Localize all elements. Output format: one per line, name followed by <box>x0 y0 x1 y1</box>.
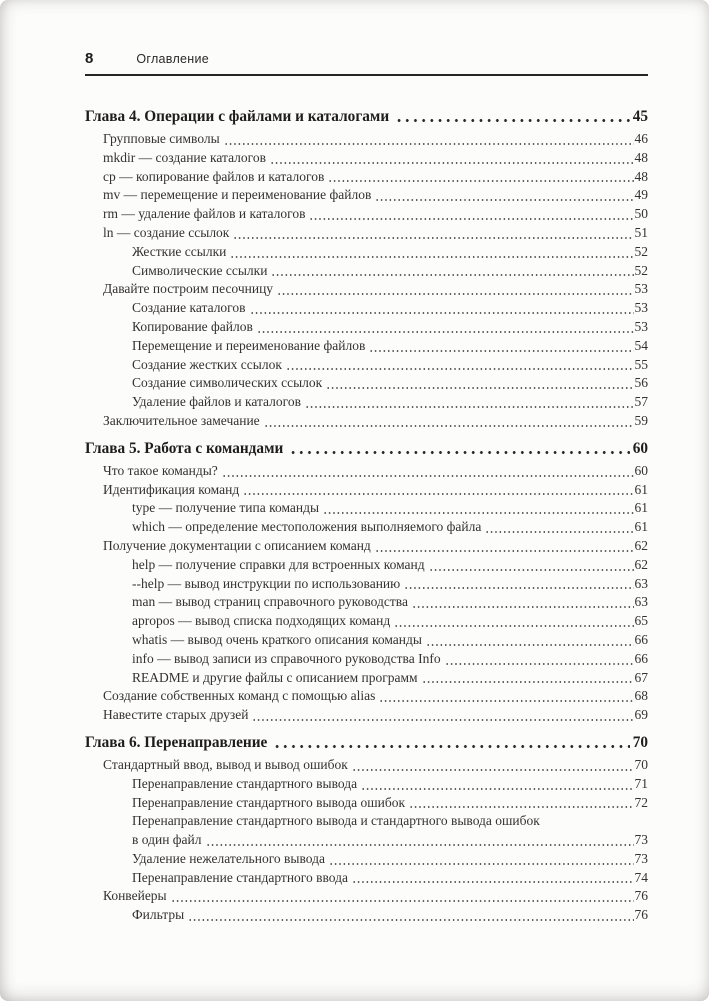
toc-entry-title: Создание символических ссылок <box>132 375 323 391</box>
dot-leader <box>271 273 633 277</box>
dot-leader <box>412 605 634 609</box>
toc-entry-page: 63 <box>634 575 648 591</box>
dot-leader <box>352 768 634 772</box>
dot-leader <box>328 179 633 183</box>
toc-chapter-row <box>85 107 648 127</box>
dot-leader <box>352 880 633 884</box>
toc-entry-page: 62 <box>634 556 648 572</box>
toc-entry-row <box>85 243 648 262</box>
dot-leader <box>233 236 633 240</box>
toc-entry-row <box>85 224 648 243</box>
toc-entry-title: mkdir — создание каталогов <box>103 149 266 165</box>
toc-entry-title: Что такое команды? <box>103 462 218 478</box>
toc-entry-page: 60 <box>634 462 648 478</box>
toc-entry-row <box>85 205 648 224</box>
toc-chapter-title: Глава 6. Перенаправление <box>85 733 268 751</box>
dot-leader <box>250 311 634 315</box>
toc-chapter-page: 70 <box>632 733 648 751</box>
dot-leader <box>230 255 633 259</box>
toc-entry-page: 52 <box>634 243 648 259</box>
toc-entry-page: 57 <box>634 394 648 410</box>
toc-entry-title: Заключительное замечание <box>103 412 260 428</box>
dot-leader <box>289 450 629 455</box>
dot-leader <box>243 492 633 496</box>
toc-entry-page: 51 <box>634 224 648 240</box>
toc-entry-page: 73 <box>634 850 648 866</box>
toc-entry-line1 <box>132 812 648 831</box>
dot-leader <box>264 424 634 428</box>
toc-entry-row <box>85 906 648 925</box>
toc-chapter-title: Глава 4. Операции с файлами и каталогами <box>85 108 390 125</box>
toc-chapter-row <box>85 733 648 753</box>
toc-entry-page: 48 <box>634 168 648 184</box>
toc-entry-page: 71 <box>634 775 648 791</box>
toc-entry-row <box>85 412 648 431</box>
toc-entry-title: Перенаправление стандартного вывода ошибок <box>132 794 406 810</box>
toc-entry-row <box>85 149 648 168</box>
toc-entry-page: 52 <box>634 262 648 278</box>
toc-entry-title: Перенаправление стандартного вывода <box>132 775 358 791</box>
toc-entry-row <box>85 374 648 393</box>
toc-entry-row <box>85 337 648 356</box>
toc-entry-row <box>85 756 648 775</box>
toc-chapter-page: 60 <box>632 439 648 457</box>
toc-entry-row <box>85 462 648 481</box>
toc-entry-title: Перемещение и переименование файлов <box>132 337 366 353</box>
toc-entry-title: Стандартный ввод, вывод и вывод ошибок <box>103 756 348 772</box>
toc-entry-page: 61 <box>634 481 648 497</box>
dot-leader <box>326 386 633 390</box>
toc-entry-page: 46 <box>634 131 648 146</box>
toc-entry-row <box>85 650 648 669</box>
toc-entry-row <box>85 631 648 650</box>
dot-leader <box>270 161 634 165</box>
dot-leader <box>171 899 634 903</box>
toc-entry-title: Перенаправление стандартного вывода и стандартного вывода ошибок <box>132 813 540 829</box>
toc-entry-page: 62 <box>634 537 648 553</box>
dot-leader <box>309 217 633 221</box>
toc-entry-page: 53 <box>634 281 648 297</box>
toc-entry-title: Навестите старых друзей <box>103 707 249 723</box>
toc-entry-page: 63 <box>634 594 648 610</box>
dot-leader <box>188 918 633 922</box>
toc-entry-row <box>85 687 648 706</box>
dot-leader <box>323 511 633 515</box>
toc-entry-row <box>85 318 648 337</box>
toc-entry-row <box>85 556 648 575</box>
toc-entry-row <box>85 168 648 187</box>
toc-entry-title: Давайте построим песочницу <box>103 281 274 297</box>
toc-entry-title-continued: в один файл <box>132 832 202 848</box>
toc-entry-row <box>85 499 648 518</box>
toc-entry-title: rm — удаление файлов и каталогов <box>103 206 306 222</box>
toc-entry-row <box>85 280 648 299</box>
toc-entry-page: 66 <box>634 650 648 666</box>
toc-entry-row <box>85 706 648 725</box>
toc-entry-page: 68 <box>634 688 648 704</box>
toc-entry-row <box>85 850 648 869</box>
dot-leader <box>422 680 634 684</box>
dot-leader <box>395 118 630 123</box>
toc-entry-page: 74 <box>634 869 648 885</box>
toc-entry-title: Создание жестких ссылок <box>132 356 282 372</box>
toc-entry-page: 53 <box>634 300 648 316</box>
dot-leader <box>277 292 633 296</box>
toc-entry-page: 70 <box>634 756 648 772</box>
dot-leader <box>222 474 634 478</box>
toc-entry-page: 50 <box>634 206 648 222</box>
dot-leader <box>375 198 633 202</box>
toc-entry-title: apropos — вывод списка подходящих команд <box>132 613 391 629</box>
toc-entry-title: man — вывод страниц справочного руководства <box>132 594 408 610</box>
toc-entry-title: Групповые символы <box>103 131 220 146</box>
toc-entry-title: ln — создание ссылок <box>103 224 230 240</box>
toc-entry-title: Создание собственных команд с помощью alias <box>103 688 376 704</box>
toc-entry-line2 <box>132 831 648 850</box>
toc-entry-row <box>85 887 648 906</box>
toc-entry-row <box>85 537 648 556</box>
toc-entry-row <box>85 794 648 813</box>
toc-entry-page: 69 <box>634 707 648 723</box>
dot-leader <box>224 142 634 146</box>
toc-entry-title: Конвейеры <box>103 888 167 904</box>
toc-entry-page: 76 <box>634 888 648 904</box>
toc-entry-title: README и другие файлы с описанием программ <box>132 669 418 685</box>
page-header <box>85 0 648 76</box>
toc-entry-title: info — вывод записи из справочного руководства Info <box>132 650 441 666</box>
toc-entry-row <box>85 812 648 850</box>
toc-entry-title: Перенаправление стандартного ввода <box>132 869 349 885</box>
dot-leader <box>379 699 633 703</box>
toc-entry-page: 72 <box>634 794 648 810</box>
dot-leader <box>445 662 634 666</box>
toc-entry-title: mv — перемещение и переименование файлов <box>103 187 372 203</box>
toc-entry-page: 73 <box>634 832 648 848</box>
dot-leader <box>206 843 634 847</box>
toc-entry-row <box>85 186 648 205</box>
toc-entry-row <box>85 669 648 688</box>
toc-entry-row <box>85 262 648 281</box>
toc-list <box>85 76 648 945</box>
toc-entry-title: Идентификация команд <box>103 481 240 497</box>
toc-entry-row <box>85 869 648 888</box>
toc-entry-row <box>85 518 648 537</box>
toc-entry-row <box>85 130 648 149</box>
toc-entry-row <box>85 612 648 631</box>
toc-entry-page: 66 <box>634 631 648 647</box>
page-content <box>85 0 648 945</box>
dot-leader <box>426 643 634 647</box>
toc-entry-page: 76 <box>634 907 648 923</box>
dot-leader <box>485 530 633 534</box>
dot-leader <box>252 718 633 722</box>
toc-entry-title: cp — копирование файлов и каталогов <box>103 168 325 184</box>
toc-entry-title: Копирование файлов <box>132 318 253 334</box>
toc-entry-title: Символические ссылки <box>132 262 268 278</box>
toc-entry-page: 59 <box>634 412 648 428</box>
toc-entry-page: 65 <box>634 613 648 629</box>
toc-entry-title: Удаление нежелательного вывода <box>132 850 325 866</box>
toc-entry-title: which — определение местоположения выполняемого файла <box>132 519 482 535</box>
folio-page-number: 8 <box>85 50 94 67</box>
toc-chapter-row <box>85 439 648 459</box>
toc-entry-row <box>85 481 648 500</box>
toc-entry-title: Жесткие ссылки <box>132 243 227 259</box>
toc-entry-row <box>85 393 648 412</box>
toc-entry-title: Фильтры <box>132 907 185 923</box>
dot-leader <box>375 549 634 553</box>
toc-entry-page: 48 <box>634 149 648 165</box>
dot-leader <box>329 862 634 866</box>
toc-entry-row <box>85 575 648 594</box>
dot-leader <box>361 787 633 791</box>
toc-entry-row <box>85 775 648 794</box>
dot-leader <box>286 367 634 371</box>
dot-leader <box>404 586 633 590</box>
toc-entry-row <box>85 593 648 612</box>
toc-entry-title: Удаление файлов и каталогов <box>132 394 301 410</box>
dot-leader <box>305 405 634 409</box>
running-title: Оглавление <box>136 52 210 66</box>
dot-leader <box>257 330 634 334</box>
toc-entry-row <box>85 299 648 318</box>
toc-entry-page: 53 <box>634 318 648 334</box>
dot-leader <box>409 805 633 809</box>
toc-entry-title: --help — вывод инструкции по использованию <box>132 575 401 591</box>
toc-entry-row <box>85 356 648 375</box>
dot-leader <box>273 744 629 749</box>
toc-entry-page: 56 <box>634 375 648 391</box>
toc-entry-title: help — получение справки для встроенных команд <box>132 556 425 572</box>
toc-entry-title: Получение документации с описанием команд <box>103 537 371 553</box>
dot-leader <box>394 624 633 628</box>
toc-entry-page: 49 <box>634 187 648 203</box>
toc-entry-title: type — получение типа команды <box>132 500 320 516</box>
toc-entry-page: 61 <box>634 519 648 535</box>
toc-chapter-page: 45 <box>632 108 648 125</box>
toc-chapter-title: Глава 5. Работа с командами <box>85 439 284 457</box>
dot-leader <box>369 349 633 353</box>
toc-entry-page: 54 <box>634 337 648 353</box>
toc-entry-page: 61 <box>634 500 648 516</box>
toc-entry-title: Создание каталогов <box>132 300 246 316</box>
dot-leader <box>429 568 634 572</box>
toc-entry-page: 67 <box>634 669 648 685</box>
toc-entry-title: whatis — вывод очень краткого описания команды <box>132 631 422 647</box>
toc-entry-page: 55 <box>634 356 648 372</box>
